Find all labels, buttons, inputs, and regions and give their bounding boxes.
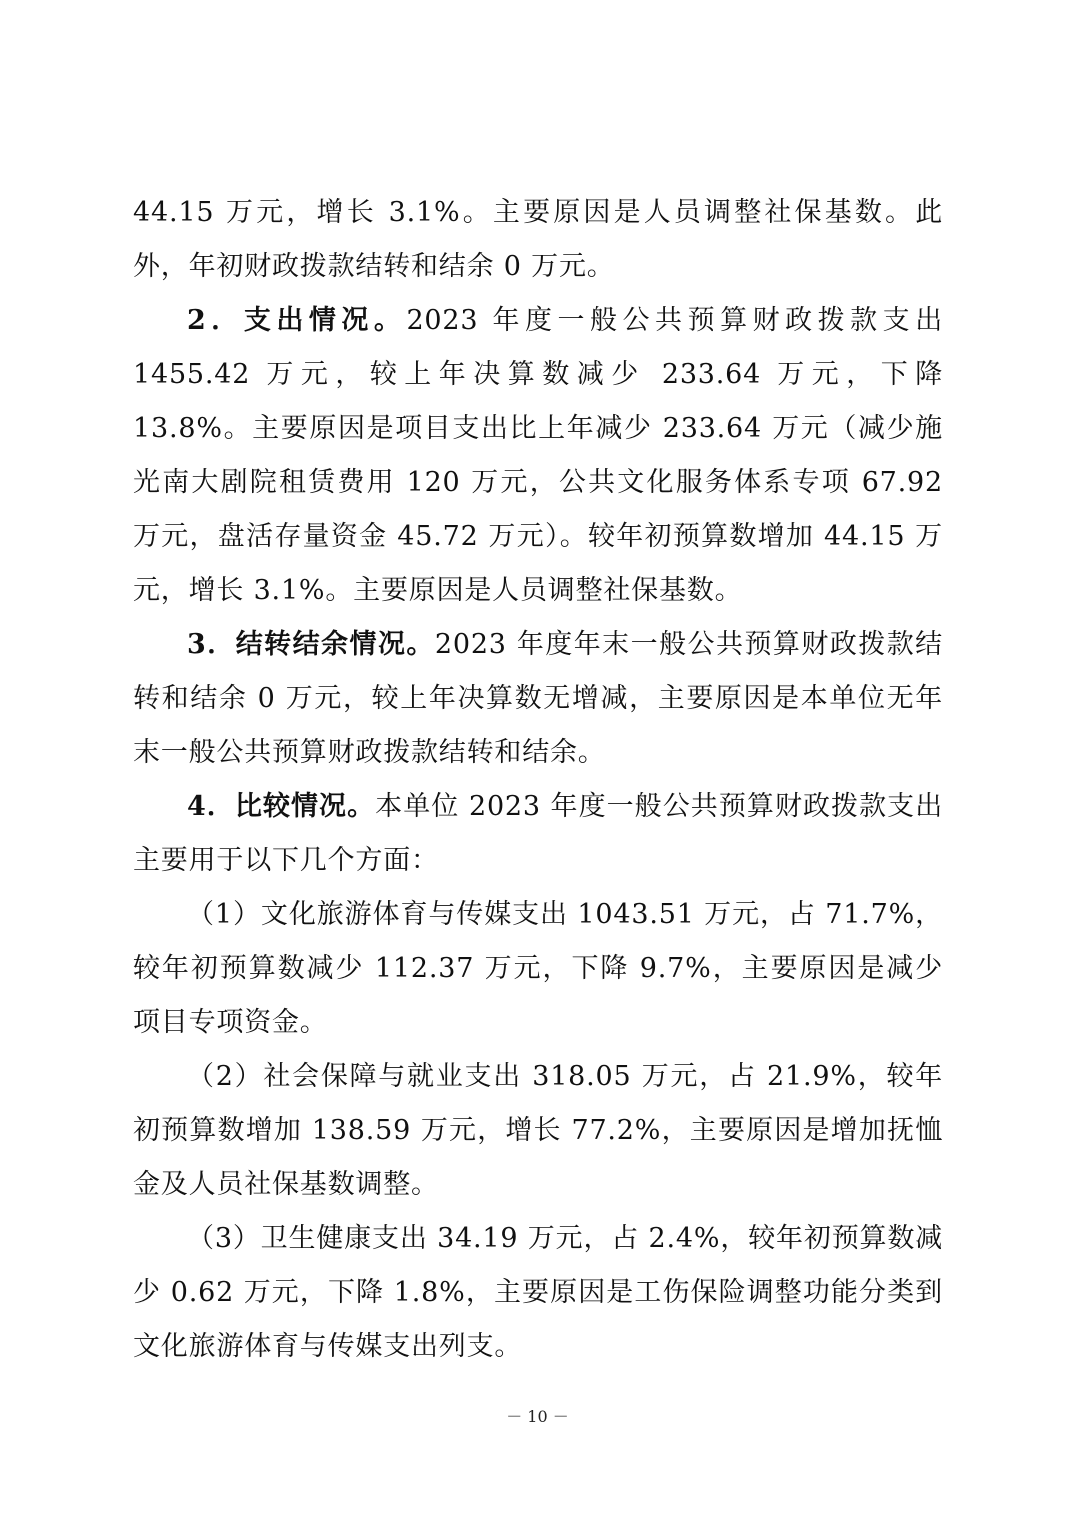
body-text — [133, 186, 943, 1374]
paragraph-text: （1）文化旅游体育与传媒支出 1043.51 万元，占 71.7%，较年初预算数减少 112.37 万元，下降 9.7%，主要原因是减少项目专项资金。 — [133, 899, 943, 1038]
section-heading: 2．支出情况。 — [187, 305, 407, 336]
paragraph-text: 2023 年度一般公共预算财政拨款支出 1455.42 万元，较上年决算数减少 233.64 万元，下降 13.8%。主要原因是项目支出比上年减少 233.64 万元（减少施光南大剧院租赁费用 120 万元，公共文化服务体系专项 67.92 万元，盘活存量资金 45.72 万元）。较年初预算数增加 44.15 万元，增长 3.1%。主要原因是人员调整社保基数。 — [133, 305, 944, 606]
list-item — [133, 1212, 943, 1374]
paragraph-text: （2）社会保障与就业支出 318.05 万元，占 21.9%，较年初预算数增加 138.59 万元，增长 77.2%，主要原因是增加抚恤金及人员社保基数调整。 — [133, 1061, 943, 1200]
paragraph-continuation — [133, 186, 943, 294]
paragraph-expenditure — [133, 294, 943, 618]
paragraph-text: 2023 年度年末一般公共预算财政拨款结转和结余 0 万元，较上年决算数无增减，主要原因是本单位无年末一般公共预算财政拨款结转和结余。 — [133, 629, 943, 768]
paragraph-comparison — [133, 780, 943, 888]
paragraph-text: （3）卫生健康支出 34.19 万元，占 2.4%，较年初预算数减少 0.62 万元，下降 1.8%，主要原因是工伤保险调整功能分类到文化旅游体育与传媒支出列支。 — [133, 1223, 943, 1362]
paragraph-text: 44.15 万元，增长 3.1%。主要原因是人员调整社保基数。此外，年初财政拨款结转和结余 0 万元。 — [133, 197, 943, 282]
paragraph-text: 本单位 2023 年度一般公共预算财政拨款支出主要用于以下几个方面： — [133, 791, 944, 876]
list-item — [133, 1050, 943, 1212]
paragraph-carryover — [133, 618, 943, 780]
section-heading: 3．结转结余情况。 — [187, 629, 435, 660]
page-number: － 10 － — [506, 1407, 569, 1426]
list-item — [133, 888, 943, 1050]
section-heading: 4．比较情况。 — [187, 791, 376, 822]
